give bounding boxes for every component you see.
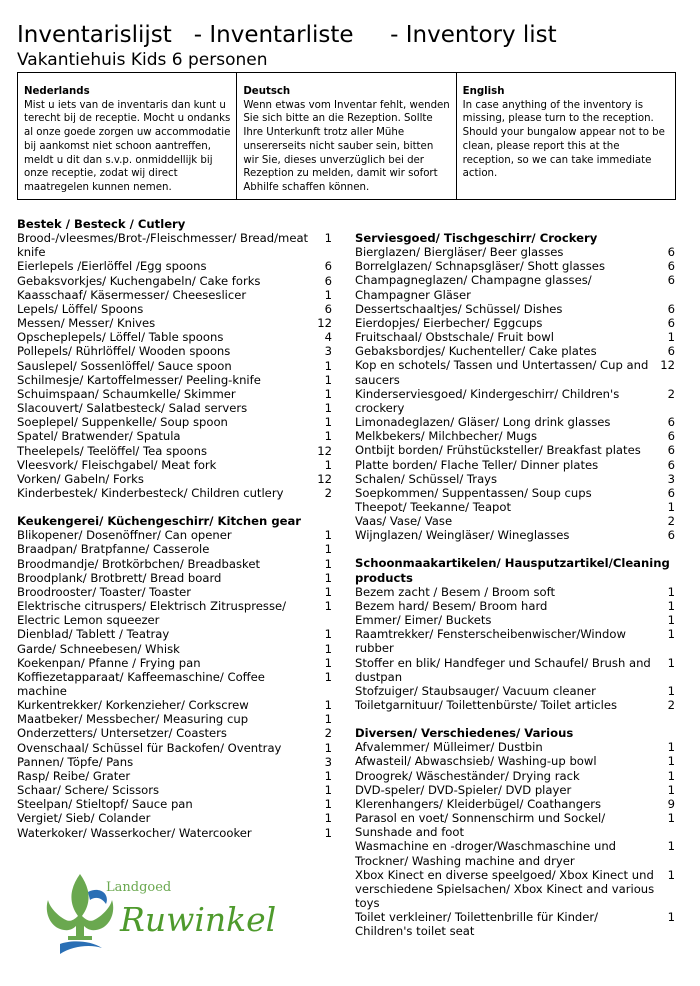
item-name: Eierdopjes/ Eierbecher/ Eggcups xyxy=(355,315,543,330)
item-quantity: 1 xyxy=(667,613,675,628)
inventory-item xyxy=(17,656,337,670)
item-quantity: 1 xyxy=(324,457,332,472)
inventory-item xyxy=(17,458,337,472)
item-quantity: 1 xyxy=(324,698,332,713)
inventory-item xyxy=(355,783,685,797)
item-quantity: 6 xyxy=(667,457,675,472)
item-quantity: 1 xyxy=(324,712,332,727)
item-quantity: 1 xyxy=(324,783,332,798)
item-quantity: 1 xyxy=(667,782,675,797)
item-quantity: 1 xyxy=(324,584,332,599)
item-quantity: 1 xyxy=(667,499,675,514)
inventory-item xyxy=(355,387,685,415)
intro-text: Wenn etwas vom Inventar fehlt, wenden Sie sich bitte an die Rezeption. Sollte Ihre Unterkunft trotz aller Mühe unsererseits nicht sauber sein, bitten wir Sie, dieses unverzüglich bei der Rezeption zu melden, damit wir sofort Abhilfe schaffen können. xyxy=(243,99,450,193)
item-name: Brood-/vleesmes/Brot-/Fleischmesser/ Bread/meat knife xyxy=(17,231,309,260)
item-name: Waterkoker/ Wasserkocher/ Watercooker xyxy=(17,825,252,840)
item-name: Maatbeker/ Messbecher/ Measuring cup xyxy=(17,712,249,727)
item-quantity: 1 xyxy=(667,740,675,755)
inventory-item xyxy=(17,259,337,273)
logo-small-text: Landgoed xyxy=(106,880,172,895)
inventory-item xyxy=(355,458,685,472)
item-quantity: 1 xyxy=(324,641,332,656)
item-quantity: 1 xyxy=(324,740,332,755)
item-name: Sauslepel/ Sossenlöffel/ Sauce spoon xyxy=(17,358,232,373)
inventory-item xyxy=(17,288,337,302)
item-quantity: 1 xyxy=(667,330,675,345)
inventory-item xyxy=(355,839,685,867)
item-quantity: 12 xyxy=(317,443,332,458)
inventory-item xyxy=(355,245,685,259)
item-name: Raamtrekker/ Fensterscheibenwischer/Window rubber xyxy=(355,627,626,656)
item-quantity: 2 xyxy=(667,698,675,712)
inventory-item xyxy=(355,627,685,655)
item-name: Droogrek/ Wäscheständer/ Drying rack xyxy=(355,768,580,783)
inventory-item xyxy=(355,273,685,301)
inventory-item xyxy=(17,726,337,740)
intro-dutch xyxy=(18,73,236,199)
item-quantity: 1 xyxy=(324,627,332,642)
item-quantity: 1 xyxy=(667,768,675,783)
intro-heading: Deutsch xyxy=(243,86,291,97)
item-quantity: 1 xyxy=(324,797,332,812)
item-quantity: 1 xyxy=(324,655,332,670)
item-quantity: 1 xyxy=(324,358,332,373)
item-quantity: 6 xyxy=(324,259,332,274)
inventory-item xyxy=(17,316,337,330)
inventory-item xyxy=(355,259,685,273)
inventory-item xyxy=(355,358,685,386)
item-name: Parasol en voet/ Sonnenschirm und Sockel/ Sunshade and foot xyxy=(355,811,606,840)
inventory-section xyxy=(355,556,685,712)
inventory-item xyxy=(355,330,685,344)
item-quantity: 6 xyxy=(667,415,675,430)
item-quantity: 2 xyxy=(324,485,332,500)
inventory-item xyxy=(17,330,337,344)
item-quantity: 2 xyxy=(667,386,675,401)
item-quantity: 6 xyxy=(667,485,675,500)
inventory-item xyxy=(17,627,337,641)
inventory-item xyxy=(17,274,337,288)
logo-big-text: Ruwinkel xyxy=(120,900,277,939)
item-quantity: 6 xyxy=(324,301,332,316)
inventory-item xyxy=(355,415,685,429)
section-title: Keukengerei/ Küchengeschirr/ Kitchen gear xyxy=(17,514,302,529)
item-quantity: 1 xyxy=(667,598,675,613)
inventory-item xyxy=(355,528,685,542)
inventory-item xyxy=(355,472,685,486)
intro-german xyxy=(236,73,455,199)
item-name: Afvalemmer/ Mülleimer/ Dustbin xyxy=(355,740,543,755)
item-quantity: 1 xyxy=(324,429,332,444)
item-name: Schilmesje/ Kartoffelmesser/ Peeling-knife xyxy=(17,372,261,387)
item-name: Xbox Kinect en diverse speelgoed/ Xbox Kinect und verschiedene Spielsachen/ Xbox Kinect and various toys xyxy=(355,867,655,911)
inventory-item xyxy=(17,528,337,542)
item-name: Wasmachine en -droger/Waschmaschine und Trockner/ Washing machine and dryer xyxy=(355,839,617,868)
item-name: Melkbekers/ Milchbecher/ Mugs xyxy=(355,429,538,444)
inventory-item xyxy=(355,754,685,768)
inventory-item xyxy=(17,344,337,358)
inventory-item xyxy=(17,557,337,571)
item-name: Dienblad/ Tablett / Teatray xyxy=(17,627,170,642)
inventory-item xyxy=(17,373,337,387)
inventory-item xyxy=(355,514,685,528)
item-name: Ovenschaal/ Schüssel für Backofen/ Oventray xyxy=(17,740,282,755)
inventory-item xyxy=(355,684,685,698)
item-name: Theepot/ Teekanne/ Teapot xyxy=(355,499,512,514)
item-quantity: 6 xyxy=(667,301,675,316)
item-name: Bierglazen/ Biergläser/ Beer glasses xyxy=(355,245,564,260)
item-name: Fruitschaal/ Obstschale/ Fruit bowl xyxy=(355,330,554,345)
item-name: DVD-speler/ DVD-Spieler/ DVD player xyxy=(355,782,572,797)
item-quantity: 3 xyxy=(324,344,332,359)
item-name: Vorken/ Gabeln/ Forks xyxy=(17,471,144,486)
item-quantity: 1 xyxy=(324,825,332,840)
item-name: Emmer/ Eimer/ Buckets xyxy=(355,613,492,628)
item-quantity: 1 xyxy=(324,287,332,302)
inventory-item xyxy=(17,797,337,811)
item-quantity: 1 xyxy=(324,556,332,571)
inventory-item xyxy=(17,571,337,585)
item-name: Dessertschaaltjes/ Schüssel/ Dishes xyxy=(355,301,563,316)
item-name: Kinderserviesgoed/ Kindergeschirr/ Children's crockery xyxy=(355,386,620,415)
item-name: Eierlepels /Eierlöffel /Egg spoons xyxy=(17,259,207,274)
item-name: Stoffer en blik/ Handfeger und Schaufel/ Brush and dustpan xyxy=(355,655,651,684)
inventory-item xyxy=(17,415,337,429)
intro-heading: Nederlands xyxy=(24,86,90,97)
item-name: Broodrooster/ Toaster/ Toaster xyxy=(17,584,191,599)
inventory-item xyxy=(17,741,337,755)
item-quantity: 12 xyxy=(660,358,675,373)
intro-text: Mist u iets van de inventaris dan kunt u terecht bij de receptie. Mocht u ondanks al onze goede zorgen uw accommodatie bij aankomst niet schoon aantreffen, meldt u dit dan s.v.p. onmiddellijk bij onze receptie, zodat wij direct maatregelen kunnen nemen. xyxy=(24,99,231,193)
item-quantity: 1 xyxy=(324,401,332,416)
item-quantity: 1 xyxy=(667,839,675,854)
section-title: Diversen/ Verschiedenes/ Various xyxy=(355,726,574,741)
item-quantity: 12 xyxy=(317,316,332,331)
inventory-item xyxy=(17,599,337,627)
item-quantity: 1 xyxy=(667,683,675,698)
item-name: Broodplank/ Brotbrett/ Bread board xyxy=(17,570,222,585)
inventory-item xyxy=(355,344,685,358)
inventory-item xyxy=(355,302,685,316)
item-quantity: 1 xyxy=(667,655,675,670)
inventory-item xyxy=(17,755,337,769)
inventory-item xyxy=(355,316,685,330)
inventory-item xyxy=(355,443,685,457)
item-name: Kinderbestek/ Kinderbesteck/ Children cutlery xyxy=(17,485,284,500)
intro-table xyxy=(17,72,676,200)
inventory-item xyxy=(17,302,337,316)
item-name: Schalen/ Schüssel/ Trays xyxy=(355,471,498,486)
inventory-item xyxy=(17,429,337,443)
item-quantity: 6 xyxy=(667,259,675,274)
intro-heading: English xyxy=(462,86,505,97)
inventory-item xyxy=(355,868,685,910)
inventory-item xyxy=(355,613,685,627)
item-name: Kaasschaaf/ Käsermesser/ Cheeseslicer xyxy=(17,287,247,302)
item-name: Afwasteil/ Abwaschsieb/ Washing-up bowl xyxy=(355,754,597,769)
item-quantity: 6 xyxy=(324,273,332,288)
inventory-item xyxy=(355,797,685,811)
item-name: Kurkentrekker/ Korkenzieher/ Corkscrew xyxy=(17,698,249,713)
item-quantity: 1 xyxy=(667,811,675,826)
inventory-item xyxy=(17,826,337,840)
item-name: Borrelglazen/ Schnapsgläser/ Shott glasses xyxy=(355,259,605,274)
item-name: Soeplepel/ Suppenkelle/ Soup spoon xyxy=(17,415,228,430)
item-name: Ontbijt borden/ Frühstücksteller/ Breakfast plates xyxy=(355,443,641,458)
item-name: Limonadeglazen/ Gläser/ Long drink glasses xyxy=(355,415,611,430)
item-quantity: 1 xyxy=(324,768,332,783)
item-name: Blikopener/ Dosenöffner/ Can opener xyxy=(17,528,232,543)
item-quantity: 6 xyxy=(667,429,675,444)
item-name: Spatel/ Bratwender/ Spatula xyxy=(17,429,181,444)
inventory-item xyxy=(355,486,685,500)
item-name: Opscheplepels/ Löffel/ Table spoons xyxy=(17,330,224,345)
item-quantity: 1 xyxy=(324,372,332,387)
item-quantity: 1 xyxy=(324,231,332,246)
item-name: Koekenpan/ Pfanne / Frying pan xyxy=(17,655,201,670)
inventory-item xyxy=(355,740,685,754)
item-quantity: 1 xyxy=(667,754,675,769)
item-name: Toilet verkleiner/ Toilettenbrille für Kinder/ Children's toilet seat xyxy=(355,910,599,939)
page-subtitle: Vakantiehuis Kids 6 personen xyxy=(17,50,268,70)
inventory-item xyxy=(355,599,685,613)
item-name: Bezem hard/ Besem/ Broom hard xyxy=(355,598,548,613)
item-quantity: 1 xyxy=(324,542,332,557)
inventory-item xyxy=(355,769,685,783)
item-name: Stofzuiger/ Staubsauger/ Vacuum cleaner xyxy=(355,683,596,698)
item-name: Vergiet/ Sieb/ Colander xyxy=(17,811,151,826)
item-quantity: 6 xyxy=(667,443,675,458)
item-name: Steelpan/ Stieltopf/ Sauce pan xyxy=(17,797,193,812)
item-quantity: 1 xyxy=(324,811,332,826)
item-name: Koffiezetapparaat/ Kaffeemaschine/ Coffee machine xyxy=(17,669,265,698)
inventory-item xyxy=(17,811,337,825)
item-quantity: 1 xyxy=(324,415,332,430)
left-inventory-column xyxy=(17,217,337,854)
item-quantity: 1 xyxy=(667,867,675,882)
item-name: Kop en schotels/ Tassen und Untertassen/ Cup and saucers xyxy=(355,358,649,387)
item-name: Wijnglazen/ Weingläser/ Wineglasses xyxy=(355,528,570,543)
item-name: Braadpan/ Bratpfanne/ Casserole xyxy=(17,542,210,557)
inventory-item xyxy=(17,401,337,415)
section-title: Schoonmaakartikelen/ Hausputzartikel/Cleaning products xyxy=(355,556,670,585)
intro-english xyxy=(456,73,675,199)
landgoed-ruwinkel-logo xyxy=(40,870,280,958)
item-quantity: 6 xyxy=(667,245,675,260)
item-quantity: 1 xyxy=(667,910,675,925)
item-quantity: 4 xyxy=(324,330,332,345)
item-name: Schuimspaan/ Schaumkelle/ Skimmer xyxy=(17,386,236,401)
item-quantity: 6 xyxy=(667,315,675,330)
item-quantity: 12 xyxy=(317,471,332,486)
inventory-item xyxy=(355,585,685,599)
inventory-item xyxy=(355,811,685,839)
item-name: Bezem zacht / Besem / Broom soft xyxy=(355,584,556,599)
item-quantity: 1 xyxy=(324,669,332,684)
section-title: Serviesgoed/ Tischgeschirr/ Crockery xyxy=(355,231,598,245)
item-quantity: 6 xyxy=(667,344,675,359)
item-name: Theelepels/ Teelöffel/ Tea spoons xyxy=(17,443,208,458)
inventory-item xyxy=(355,910,685,938)
inventory-section xyxy=(355,726,685,938)
inventory-item xyxy=(17,769,337,783)
section-title: Bestek / Besteck / Cutlery xyxy=(17,217,186,231)
inventory-item xyxy=(17,712,337,726)
item-quantity: 1 xyxy=(324,386,332,401)
item-name: Vleesvork/ Fleischgabel/ Meat fork xyxy=(17,457,217,472)
item-quantity: 1 xyxy=(324,528,332,543)
inventory-item xyxy=(17,642,337,656)
inventory-item xyxy=(355,429,685,443)
inventory-item xyxy=(355,698,685,712)
inventory-item xyxy=(17,670,337,698)
item-name: Schaar/ Schere/ Scissors xyxy=(17,783,160,798)
intro-text: In case anything of the inventory is missing, please turn to the reception. Should your bungalow appear not to be clean, please report this at the reception, so we can take immediate action. xyxy=(462,99,665,180)
inventory-section xyxy=(17,514,337,840)
item-name: Pollepels/ Rührlöffel/ Wooden spoons xyxy=(17,344,231,359)
item-quantity: 1 xyxy=(324,599,332,614)
inventory-item xyxy=(17,783,337,797)
item-name: Vaas/ Vase/ Vase xyxy=(355,514,453,529)
inventory-item xyxy=(17,698,337,712)
right-inventory-column xyxy=(355,231,685,953)
item-name: Broodmandje/ Brotkörbchen/ Breadbasket xyxy=(17,556,261,571)
item-name: Platte borden/ Flache Teller/ Dinner plates xyxy=(355,457,599,472)
inventory-item xyxy=(17,231,337,259)
item-quantity: 1 xyxy=(667,584,675,599)
item-quantity: 6 xyxy=(667,273,675,288)
item-name: Toiletgarnituur/ Toilettenbürste/ Toilet articles xyxy=(355,698,618,712)
item-quantity: 3 xyxy=(667,471,675,486)
item-quantity: 1 xyxy=(324,570,332,585)
inventory-item xyxy=(17,542,337,556)
inventory-item xyxy=(17,444,337,458)
item-quantity: 2 xyxy=(324,726,332,741)
item-name: Soepkommen/ Suppentassen/ Soup cups xyxy=(355,485,592,500)
item-name: Champagneglazen/ Champagne glasses/ Champagner Gläser xyxy=(355,273,592,302)
item-name: Gebaksbordjes/ Kuchenteller/ Cake plates xyxy=(355,344,597,359)
inventory-item xyxy=(17,387,337,401)
item-name: Garde/ Schneebesen/ Whisk xyxy=(17,641,180,656)
item-name: Gebaksvorkjes/ Kuchengabeln/ Cake forks xyxy=(17,273,261,288)
item-name: Lepels/ Löffel/ Spoons xyxy=(17,301,144,316)
item-quantity: 1 xyxy=(667,627,675,642)
inventory-item xyxy=(17,486,337,500)
item-name: Rasp/ Reibe/ Grater xyxy=(17,768,131,783)
item-name: Slacouvert/ Salatbesteck/ Salad servers xyxy=(17,401,248,416)
item-name: Messen/ Messer/ Knives xyxy=(17,316,156,331)
item-quantity: 6 xyxy=(667,528,675,543)
inventory-section xyxy=(355,231,685,542)
item-quantity: 9 xyxy=(667,796,675,811)
item-name: Klerenhangers/ Kleiderbügel/ Coathangers xyxy=(355,796,602,811)
inventory-item xyxy=(355,500,685,514)
inventory-item xyxy=(17,359,337,373)
page-title: Inventarislijst - Inventarliste - Inventory list xyxy=(17,22,557,48)
inventory-section xyxy=(17,217,337,500)
item-name: Onderzetters/ Untersetzer/ Coasters xyxy=(17,726,227,741)
inventory-item xyxy=(17,472,337,486)
inventory-item xyxy=(355,656,685,684)
item-name: Pannen/ Töpfe/ Pans xyxy=(17,754,134,769)
item-quantity: 3 xyxy=(324,754,332,769)
item-name: Elektrische citruspers/ Elektrisch Zitruspresse/ Electric Lemon squeezer xyxy=(17,599,287,628)
inventory-item xyxy=(17,585,337,599)
item-quantity: 2 xyxy=(667,514,675,529)
